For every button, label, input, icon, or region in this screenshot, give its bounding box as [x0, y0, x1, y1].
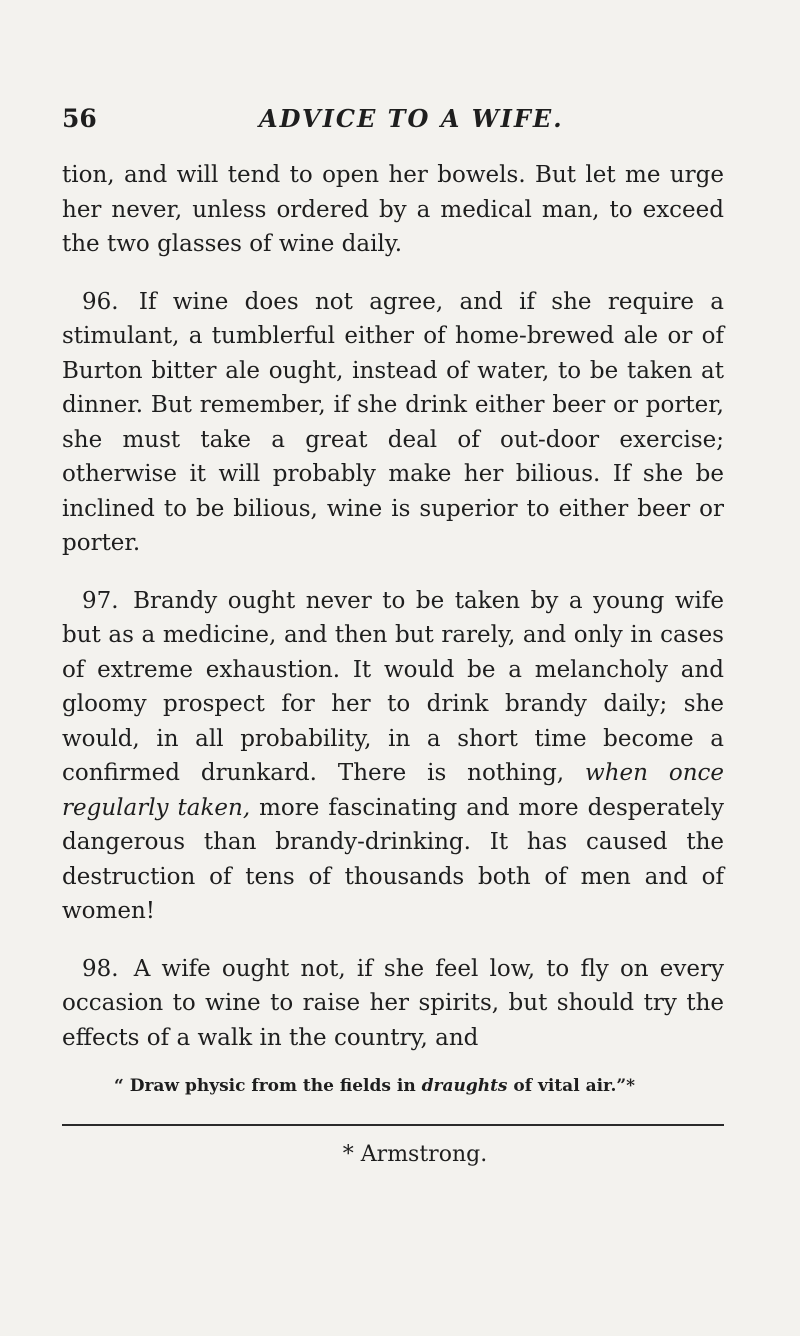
italic-phrase: when once regularly taken, [62, 760, 724, 821]
footnote-divider [62, 1124, 724, 1126]
paragraph-continued: tion, and will tend to open her bowels. But let me urge her never, unless ordered by a medical man, to exceed the two glasses of wine daily. [62, 162, 724, 257]
paragraph-text: A wife ought not, if she feel low, to fly on every occasion to wine to raise her spirits, but should try the effects of a walk in the country, and [62, 955, 724, 1051]
page-header [62, 104, 722, 144]
paragraph-text: Brandy ought never to be taken by a young wife but as a medicine, and then but rarely, and only in cases of extreme exhaustion. It would be a melancholy and gloomy prospect for her to drink brandy daily; she would, in all probability, in a short time become a confirmed drunkard. There is nothing, [62, 587, 724, 786]
body-text [62, 158, 724, 1055]
running-title: ADVICE TO A WIFE. [259, 104, 564, 133]
footnote: * Armstrong. [342, 1142, 488, 1167]
paragraph-text: more fascinating and more desperately dangerous than brandy-drinking. It has caused the destruction of tens of thousands both of men and of women! [62, 794, 725, 924]
quote-text-end: of vital air.”* [513, 1076, 636, 1096]
paragraph-number: 97. [82, 587, 119, 614]
paragraph-98 [62, 952, 724, 1056]
quote-text: “ Draw physic from the fields in [114, 1076, 416, 1096]
quote-italic: draughts [421, 1076, 508, 1096]
paragraph-number: 96. [82, 288, 119, 315]
verse-quote [114, 1076, 635, 1096]
paragraph-number: 98. [82, 955, 119, 982]
paragraph-97 [62, 584, 724, 929]
paragraph-text: If wine does not agree, and if she require a stimulant, a tumblerful either of home-brewed ale or of Burton bitter ale ought, instead of water, to be taken at dinner. But remember, if she drink either beer or porter, she must take a great deal of out-door exercise; otherwise it will probably make her bilious. If she be inclined to be bilious, wine is superior to either beer or porter. [62, 288, 724, 556]
page-number: 56 [62, 104, 97, 133]
paragraph-96 [62, 285, 724, 561]
